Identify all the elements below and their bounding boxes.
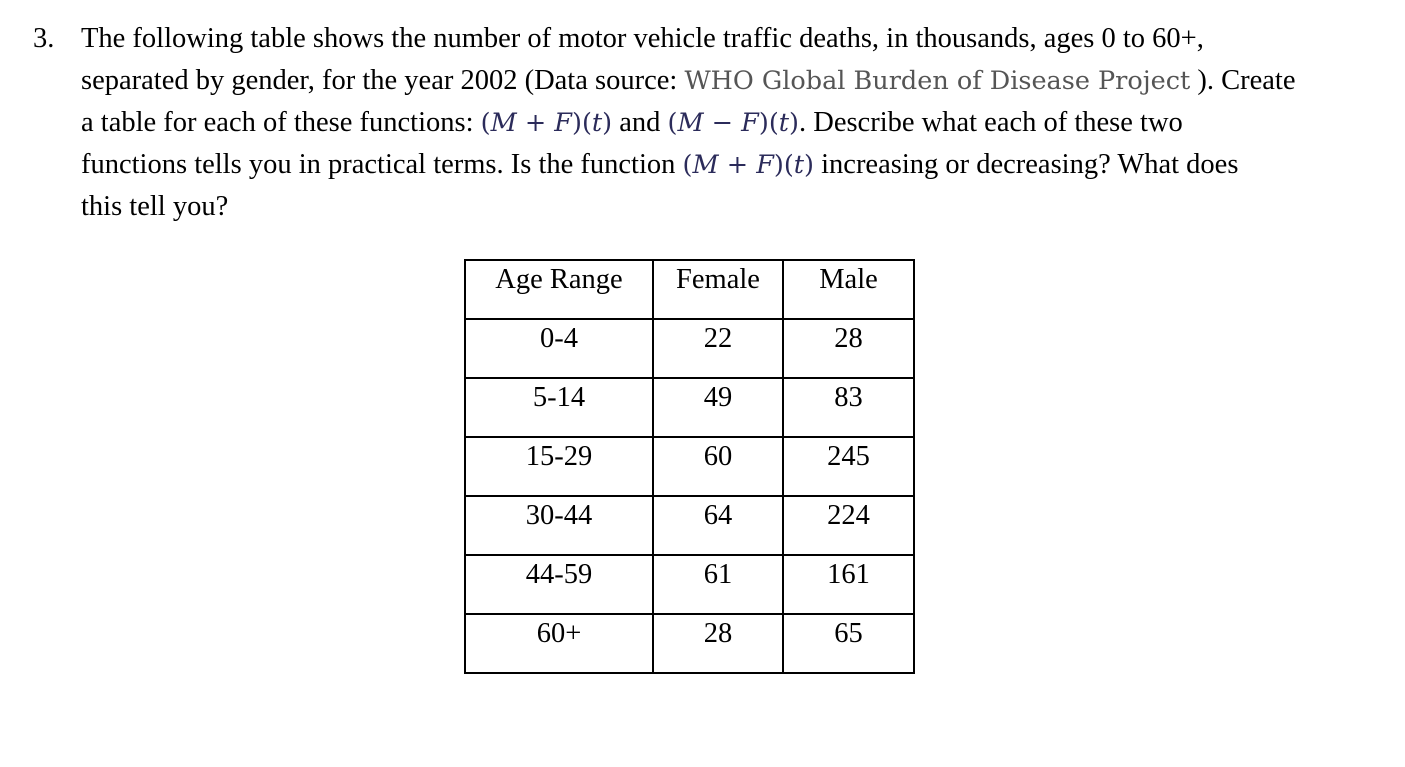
text-segment: a table for each of these functions:: [81, 107, 481, 138]
text-segment: increasing or decreasing? What does: [814, 149, 1239, 180]
problem-line-5: [81, 186, 1381, 228]
text-segment: this tell you?: [81, 191, 229, 222]
cell-male: 224: [783, 496, 914, 555]
cell-age-range: 5-14: [465, 378, 653, 437]
problem-line-4: [81, 144, 1381, 186]
cell-male: 161: [783, 555, 914, 614]
cell-male: 245: [783, 437, 914, 496]
problem-line-2: [81, 60, 1381, 102]
table-row: [465, 555, 914, 614]
math-expression-sum: (M + F)(t): [480, 108, 613, 138]
text-segment: separated by gender, for the year 2002 (Data source:: [81, 65, 685, 96]
text-segment: . Describe what each of these two: [798, 107, 1183, 138]
problem-line-1: [81, 18, 1381, 60]
cell-female: 61: [653, 555, 783, 614]
cell-female: 60: [653, 437, 783, 496]
text-segment: The following table shows the number of motor vehicle traffic deaths, in thousands, ages 0 to 60+,: [81, 23, 1204, 54]
cell-female: 64: [653, 496, 783, 555]
text-segment: ). Create: [1190, 65, 1296, 96]
data-source-link[interactable]: WHO Global Burden of Disease Project: [684, 66, 1191, 96]
cell-age-range: 0-4: [465, 319, 653, 378]
cell-male: 83: [783, 378, 914, 437]
table-row: [465, 378, 914, 437]
traffic-deaths-table: [464, 259, 915, 674]
header-female: Female: [653, 260, 783, 319]
problem-line-3: [81, 102, 1381, 144]
header-male: Male: [783, 260, 914, 319]
text-segment: functions tells you in practical terms. Is the function: [81, 149, 683, 180]
cell-male: 65: [783, 614, 914, 673]
table-row: [465, 319, 914, 378]
table-row: [465, 496, 914, 555]
table-row: [465, 614, 914, 673]
cell-male: 28: [783, 319, 914, 378]
cell-age-range: 44-59: [465, 555, 653, 614]
problem-number: 3.: [33, 23, 55, 54]
cell-female: 49: [653, 378, 783, 437]
table-row: [465, 437, 914, 496]
cell-age-range: 15-29: [465, 437, 653, 496]
text-segment: and: [612, 107, 668, 138]
cell-female: 28: [653, 614, 783, 673]
problem-text: [81, 18, 1381, 228]
math-expression-difference: (M − F)(t): [667, 108, 799, 138]
cell-age-range: 30-44: [465, 496, 653, 555]
table-header-row: [465, 260, 914, 319]
cell-age-range: 60+: [465, 614, 653, 673]
header-age-range: Age Range: [465, 260, 653, 319]
cell-female: 22: [653, 319, 783, 378]
math-expression-sum: (M + F)(t): [682, 150, 814, 180]
